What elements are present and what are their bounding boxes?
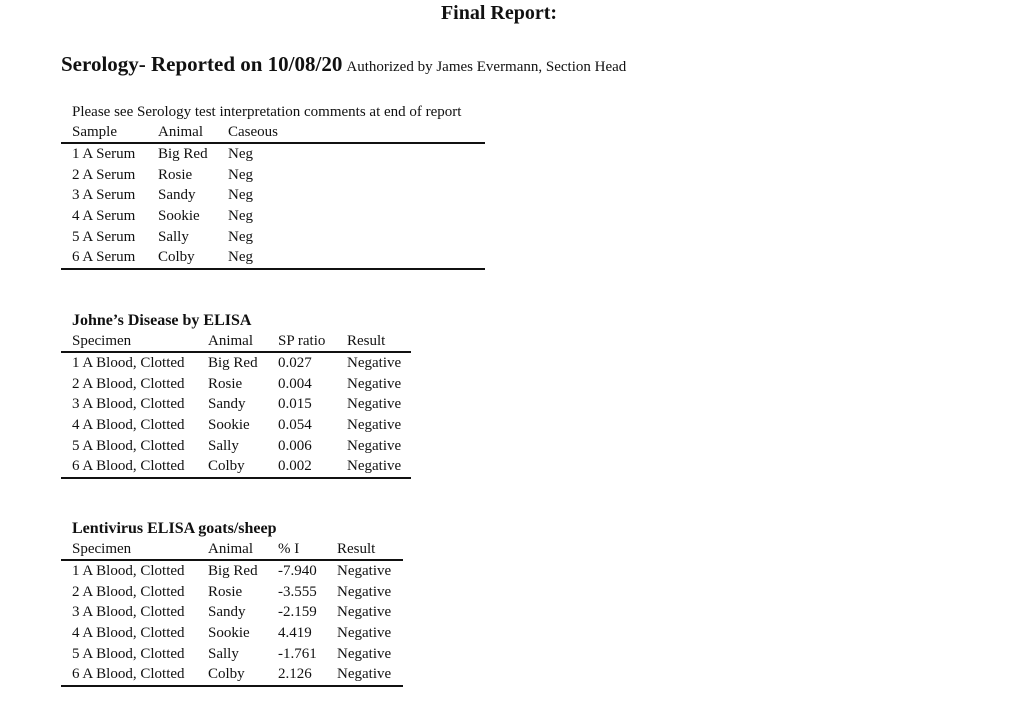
animal-cell: Big Red xyxy=(158,146,208,163)
caseous-cell: Neg xyxy=(228,166,253,183)
specimen-cell: 2 A Blood, Clotted xyxy=(72,583,185,600)
animal-cell: Sookie xyxy=(208,625,250,642)
animal-cell: Sookie xyxy=(158,208,200,225)
column-header: Sample xyxy=(72,124,117,140)
result-cell: Negative xyxy=(347,396,402,413)
caseous-cell: Neg xyxy=(228,249,253,266)
table-row xyxy=(61,247,485,269)
result-cell: Negative xyxy=(337,666,392,683)
column-header: SP ratio xyxy=(278,333,326,349)
column-header: Result xyxy=(347,333,386,349)
table-row xyxy=(61,352,411,374)
animal-cell: Sally xyxy=(208,645,239,662)
table-row xyxy=(61,643,403,664)
caseous-cell: Neg xyxy=(228,208,253,225)
percent-i-cell: -1.761 xyxy=(278,645,317,662)
johnes-title: Johne’s Disease by ELISA xyxy=(72,312,252,329)
sample-cell: 1 A Serum xyxy=(72,146,136,163)
caseous-block xyxy=(61,102,485,270)
percent-i-cell: 2.126 xyxy=(278,666,312,683)
column-header: Animal xyxy=(158,124,203,140)
result-cell: Negative xyxy=(337,604,392,621)
section-heading xyxy=(61,52,626,77)
result-cell: Negative xyxy=(347,417,402,434)
table-row xyxy=(61,435,411,456)
result-cell: Negative xyxy=(347,437,402,454)
percent-i-cell: -7.940 xyxy=(278,563,317,580)
specimen-cell: 4 A Blood, Clotted xyxy=(72,417,185,434)
sp-ratio-cell: 0.027 xyxy=(278,355,312,372)
sp-ratio-cell: 0.004 xyxy=(278,375,312,392)
column-header: Specimen xyxy=(72,333,132,349)
table-row xyxy=(61,582,403,603)
specimen-cell: 1 A Blood, Clotted xyxy=(72,563,185,580)
animal-cell: Big Red xyxy=(208,563,258,580)
specimen-cell: 3 A Blood, Clotted xyxy=(72,396,185,413)
table-row xyxy=(61,623,403,644)
animal-cell: Sally xyxy=(158,228,189,245)
table-row xyxy=(61,415,411,436)
johnes-table xyxy=(61,331,411,479)
caseous-cell: Neg xyxy=(228,146,253,163)
animal-cell: Big Red xyxy=(208,355,258,372)
table-row xyxy=(61,560,403,582)
interpretation-note: Please see Serology test interpretation comments at end of report xyxy=(72,104,462,120)
animal-cell: Rosie xyxy=(208,583,243,600)
specimen-cell: 6 A Blood, Clotted xyxy=(72,666,185,683)
specimen-cell: 1 A Blood, Clotted xyxy=(72,355,185,372)
johnes-block xyxy=(61,310,411,479)
table-row xyxy=(61,206,485,227)
lentivirus-block xyxy=(61,518,403,687)
serology-heading: Serology- Reported on 10/08/20 xyxy=(61,52,343,76)
sp-ratio-cell: 0.015 xyxy=(278,396,312,413)
sample-cell: 6 A Serum xyxy=(72,249,136,266)
table-row xyxy=(61,226,485,247)
percent-i-cell: -3.555 xyxy=(278,583,317,600)
column-header: % I xyxy=(278,541,300,557)
sample-cell: 3 A Serum xyxy=(72,187,136,204)
table-header-row xyxy=(61,331,411,352)
animal-cell: Sandy xyxy=(158,187,196,204)
table-header-row xyxy=(61,539,403,560)
column-header: Specimen xyxy=(72,541,132,557)
table-row xyxy=(61,143,485,165)
table-row xyxy=(61,185,485,206)
sample-cell: 5 A Serum xyxy=(72,228,136,245)
percent-i-cell: -2.159 xyxy=(278,604,317,621)
result-cell: Negative xyxy=(347,375,402,392)
table-row xyxy=(61,374,411,395)
specimen-cell: 5 A Blood, Clotted xyxy=(72,437,185,454)
column-header: Animal xyxy=(208,333,253,349)
animal-cell: Sandy xyxy=(208,396,246,413)
result-cell: Negative xyxy=(337,583,392,600)
animal-cell: Colby xyxy=(208,458,245,475)
report-title: Final Report: xyxy=(440,2,558,24)
column-header: Result xyxy=(337,541,376,557)
specimen-cell: 6 A Blood, Clotted xyxy=(72,458,185,475)
caseous-table xyxy=(61,122,485,270)
table-row xyxy=(61,602,403,623)
caseous-cell: Neg xyxy=(228,228,253,245)
specimen-cell: 4 A Blood, Clotted xyxy=(72,625,185,642)
column-header: Animal xyxy=(208,541,253,557)
sp-ratio-cell: 0.006 xyxy=(278,437,312,454)
sample-cell: 2 A Serum xyxy=(72,166,136,183)
animal-cell: Rosie xyxy=(208,375,243,392)
animal-cell: Sookie xyxy=(208,417,250,434)
authorized-by: Authorized by James Evermann, Section Head xyxy=(346,59,627,75)
table-row xyxy=(61,165,485,186)
specimen-cell: 2 A Blood, Clotted xyxy=(72,375,185,392)
sp-ratio-cell: 0.054 xyxy=(278,417,312,434)
animal-cell: Rosie xyxy=(158,166,193,183)
caseous-cell: Neg xyxy=(228,187,253,204)
result-cell: Negative xyxy=(337,625,392,642)
lentivirus-title: Lentivirus ELISA goats/sheep xyxy=(72,520,277,537)
lentivirus-table xyxy=(61,539,403,687)
table-header-row xyxy=(61,122,485,143)
animal-cell: Colby xyxy=(208,666,245,683)
table-row xyxy=(61,456,411,478)
sp-ratio-cell: 0.002 xyxy=(278,458,312,475)
result-cell: Negative xyxy=(347,355,402,372)
result-cell: Negative xyxy=(337,645,392,662)
table-row xyxy=(61,394,411,415)
animal-cell: Colby xyxy=(158,249,195,266)
result-cell: Negative xyxy=(347,458,402,475)
sample-cell: 4 A Serum xyxy=(72,208,136,225)
result-cell: Negative xyxy=(337,563,392,580)
specimen-cell: 5 A Blood, Clotted xyxy=(72,645,185,662)
specimen-cell: 3 A Blood, Clotted xyxy=(72,604,185,621)
percent-i-cell: 4.419 xyxy=(278,625,312,642)
animal-cell: Sally xyxy=(208,437,239,454)
animal-cell: Sandy xyxy=(208,604,246,621)
column-header: Caseous xyxy=(228,124,278,140)
table-row xyxy=(61,664,403,686)
